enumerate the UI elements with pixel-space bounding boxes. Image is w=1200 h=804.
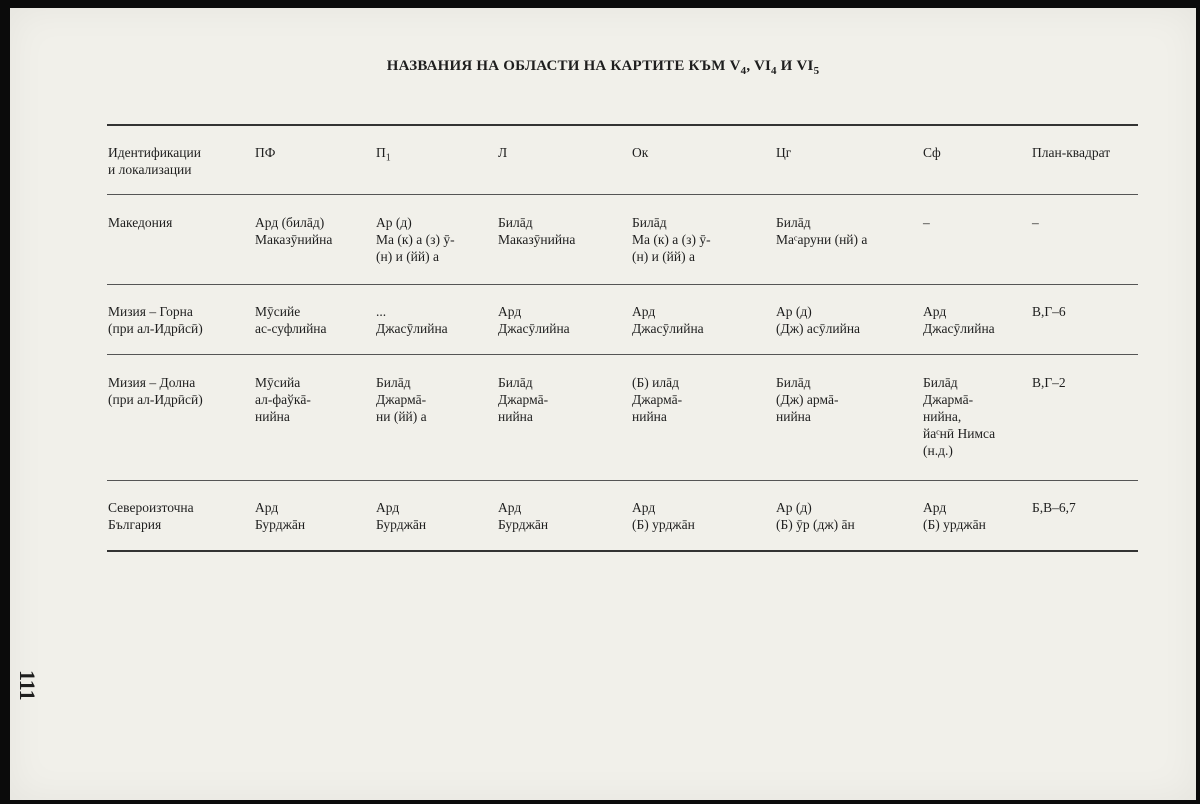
row4-region: Североизточна България — [108, 500, 194, 532]
row1-sf: – — [923, 215, 930, 230]
table-top-rule — [107, 124, 1138, 126]
row1-p1: Ар (д) Ма (к) а (з) ӯ- (н) и (йй) а — [376, 215, 455, 264]
row4-plan: Б,В–6,7 — [1032, 500, 1076, 515]
row-rule-3 — [107, 480, 1138, 481]
header-ok: Ок — [632, 145, 649, 160]
title-text: НАЗВАНИЯ НА ОБЛАСТИ НА КАРТИТЕ КЪМ V — [386, 58, 741, 74]
row2-plan: В,Г–6 — [1032, 304, 1066, 319]
table-bottom-rule — [107, 550, 1138, 552]
row3-plan: В,Г–2 — [1032, 375, 1066, 390]
row4-pf: Ард Бурджāн — [255, 500, 306, 532]
title-text-2: , VI — [746, 58, 772, 74]
row1-l: Билāд Маказӯнийна — [498, 215, 576, 247]
header-sf: Сф — [923, 145, 941, 160]
row3-sf: Билāд Джармā- нийна, йаᶜнӣ Нимса (н.д.) — [923, 375, 996, 458]
row2-region: Мизия – Горна (при ал-Идрӣсӣ) — [108, 304, 203, 336]
row-rule-1 — [107, 284, 1138, 285]
page-number: 111 — [15, 670, 40, 701]
row1-ok: Билāд Ма (к) а (з) ӯ- (н) и (йй) а — [632, 215, 711, 264]
row2-pf: Мӯсийе ас-суфлийна — [255, 304, 327, 336]
row-rule-2 — [107, 354, 1138, 355]
header-pf: ПФ — [255, 145, 276, 160]
title-sub-1: 4 — [740, 65, 747, 77]
row1-cg: Билāд Маᶜаруни (нй) а — [776, 215, 868, 247]
title-sub-2: 4 — [771, 65, 777, 77]
row1-pf: Ард (билāд) Маказӯнийна — [255, 215, 333, 247]
row1-plan: – — [1032, 215, 1039, 230]
row2-p1: ... Джасӯлийна — [376, 304, 448, 336]
row3-pf: Мӯсийа ал-фаўкā- нийна — [255, 375, 311, 424]
row2-ok: Ард Джасӯлийна — [632, 304, 704, 336]
row3-p1: Билāд Джармā- ни (йй) а — [376, 375, 427, 424]
header-p1: $П_1$ — [376, 145, 391, 164]
row4-l: Ард Бурджāн — [498, 500, 549, 532]
row2-l: Ард Джасӯлийна — [498, 304, 570, 336]
row4-cg: Ар (д) (Б) ӯр (дж) āн — [776, 500, 855, 532]
row4-ok: Ард (Б) урджāн — [632, 500, 695, 532]
row3-l: Билāд Джармā- нийна — [498, 375, 549, 424]
header-cg: Цг — [776, 145, 792, 160]
row3-ok: (Б) илāд Джармā- нийна — [632, 375, 683, 424]
row1-region: Македония — [108, 215, 173, 230]
row3-cg: Билāд (Дж) армā- нийна — [776, 375, 839, 424]
title-text-3: И VI — [776, 58, 814, 74]
header-identifications: Идентификации и локализации — [108, 145, 201, 177]
row2-cg: Ар (д) (Дж) асӯлийна — [776, 304, 861, 336]
header-rule — [107, 194, 1138, 195]
header-plan-square: План-квадрат — [1032, 145, 1111, 160]
title-sub-3: 5 — [813, 65, 820, 77]
row4-sf: Ард (Б) урджāн — [923, 500, 986, 532]
table-title — [10, 58, 1196, 77]
header-l: Л — [498, 145, 508, 160]
row4-p1: Ард Бурджāн — [376, 500, 427, 532]
row3-region: Мизия – Долна (при ал-Идрӣсӣ) — [108, 375, 203, 407]
book-page — [10, 8, 1196, 800]
row2-sf: Ард Джасӯлийна — [923, 304, 995, 336]
